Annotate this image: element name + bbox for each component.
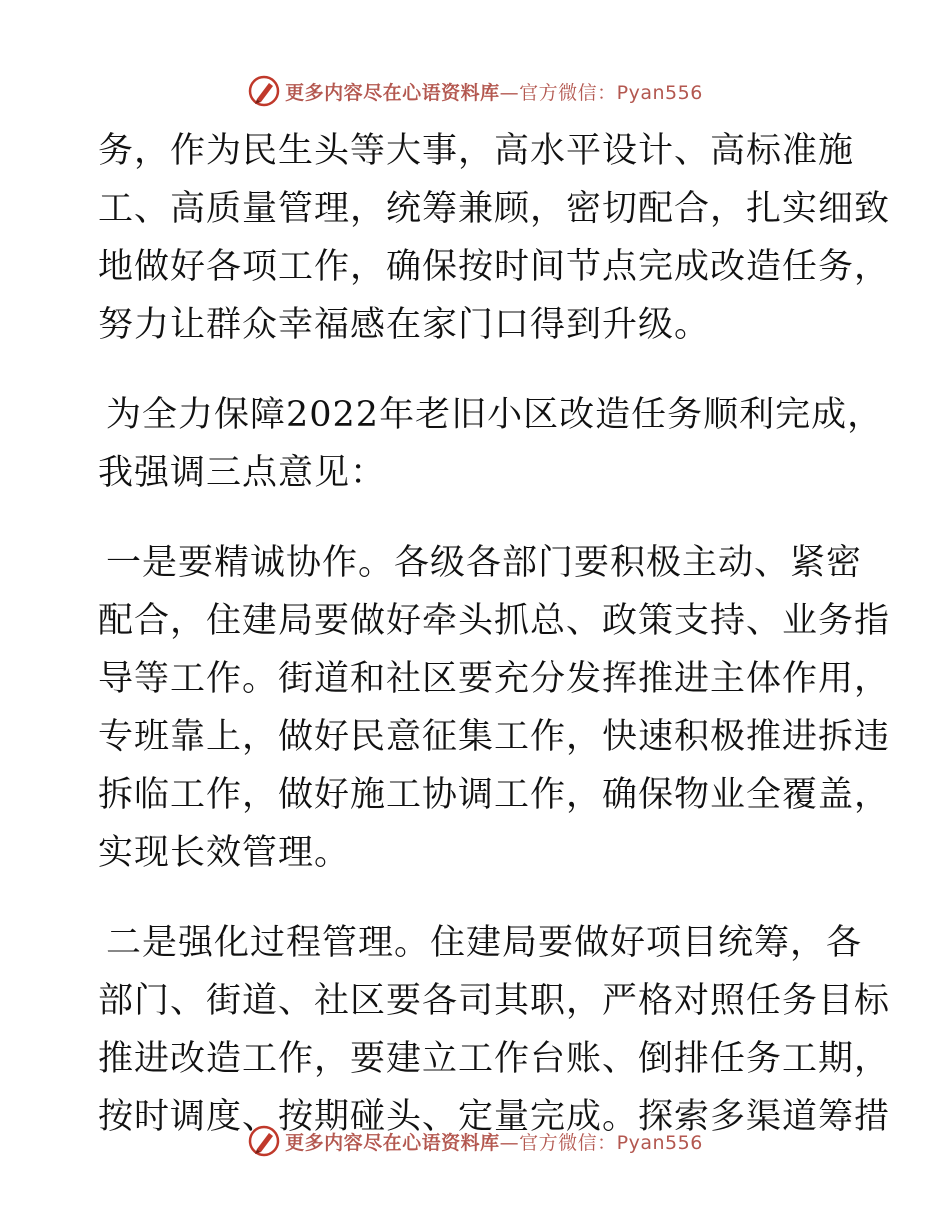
text-line: 专班靠上，做好民意征集工作，快速积极推进拆违 bbox=[98, 717, 891, 757]
watermark-contact: 官方微信：Pyan556 bbox=[519, 1131, 703, 1154]
text-line: 为全力保障2022年老旧小区改造任务顺利完成， bbox=[106, 395, 884, 435]
watermark-separator: — bbox=[499, 81, 520, 104]
text-line: 我强调三点意见： bbox=[98, 453, 387, 493]
text-line: 按时调度、按期碰头、定量完成。探索多渠道筹措 bbox=[98, 1097, 891, 1137]
text-line: 实现长效管理。 bbox=[98, 833, 351, 873]
text-line: 努力让群众幸福感在家门口得到升级。 bbox=[98, 305, 711, 345]
paragraph bbox=[98, 122, 891, 354]
text-line: 务，作为民生头等大事，高水平设计、高标准施 bbox=[98, 131, 855, 171]
text-line: 地做好各项工作，确保按时间节点完成改造任务， bbox=[98, 247, 891, 287]
watermark-separator: — bbox=[499, 1131, 520, 1154]
text-line: 部门、街道、社区要各司其职，严格对照任务目标 bbox=[98, 981, 891, 1021]
text-line: 工、高质量管理，统筹兼顾，密切配合，扎实细致 bbox=[98, 189, 891, 229]
paragraph bbox=[98, 386, 884, 502]
text-line: 拆临工作，做好施工协调工作，确保物业全覆盖， bbox=[98, 775, 891, 815]
paragraph bbox=[98, 534, 891, 882]
watermark-text: 更多内容尽在心语资料库 bbox=[285, 81, 500, 104]
pen-logo-icon bbox=[247, 1124, 281, 1158]
footer-watermark bbox=[0, 1121, 950, 1161]
text-line: 导等工作。街道和社区要充分发挥推进主体作用， bbox=[98, 659, 891, 699]
watermark-contact: 官方微信：Pyan556 bbox=[519, 81, 703, 104]
text-line: 配合，住建局要做好牵头抓总、政策支持、业务指 bbox=[98, 601, 891, 641]
header-watermark bbox=[0, 71, 950, 111]
paragraph bbox=[98, 914, 891, 1146]
text-line: 推进改造工作，要建立工作台账、倒排任务工期， bbox=[98, 1039, 891, 1079]
pen-logo-icon bbox=[247, 74, 281, 108]
text-line: 二是强化过程管理。住建局要做好项目统筹，各 bbox=[106, 923, 863, 963]
document-body bbox=[98, 122, 891, 1146]
watermark-text: 更多内容尽在心语资料库 bbox=[285, 1131, 500, 1154]
text-line: 一是要精诚协作。各级各部门要积极主动、紧密 bbox=[106, 543, 863, 583]
